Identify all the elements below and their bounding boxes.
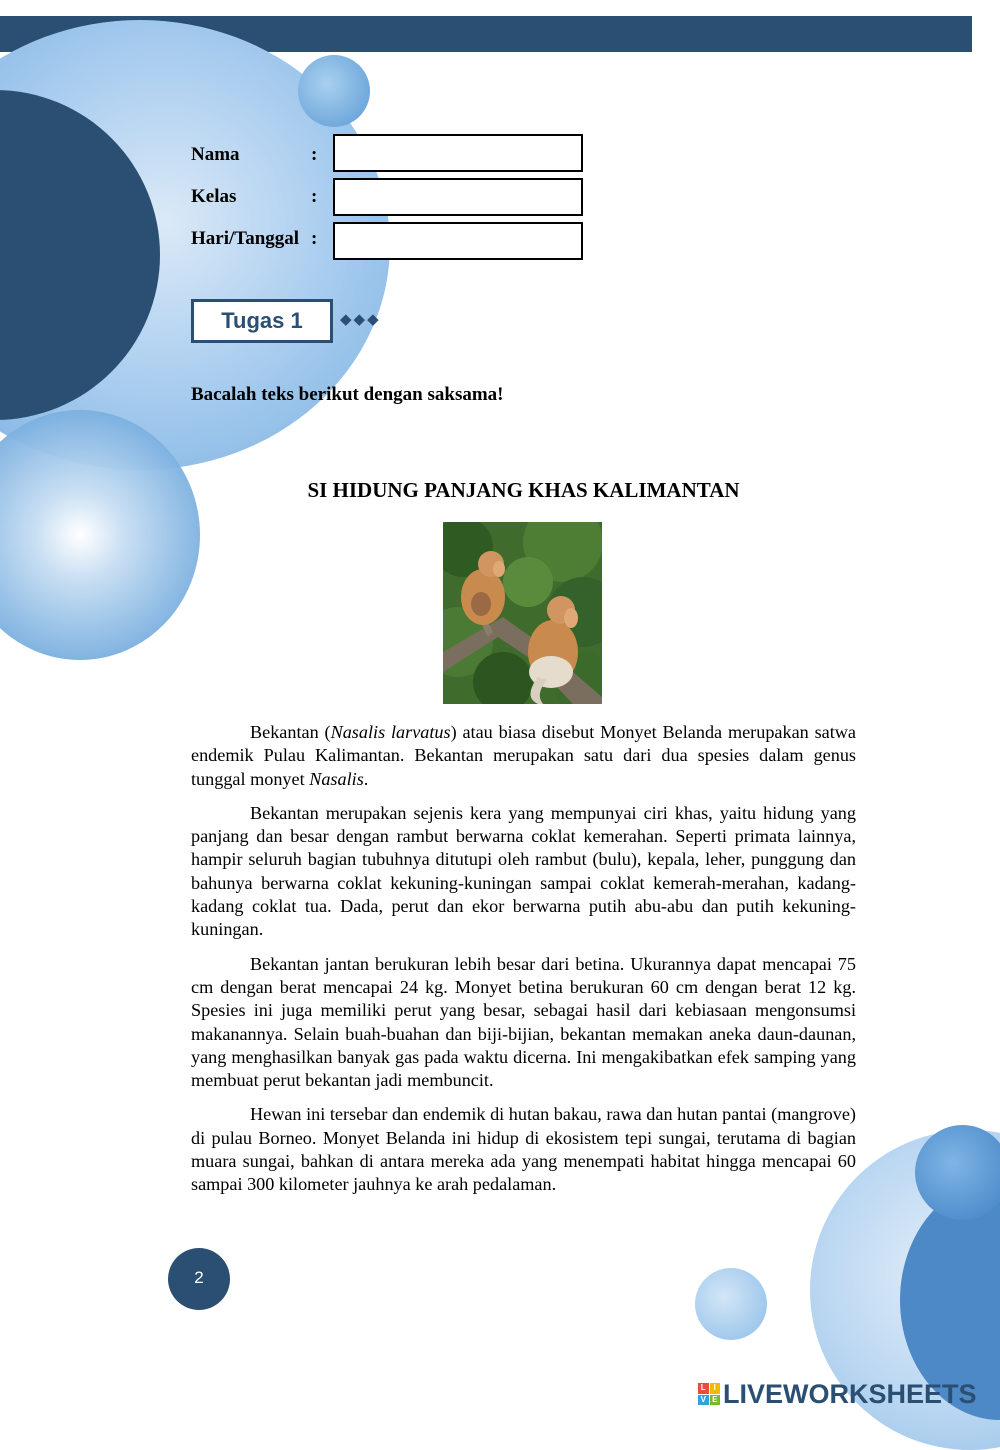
paragraph-1 (191, 721, 856, 791)
page-number: 2 (168, 1248, 230, 1310)
decor-circle-bottom-right-blue (915, 1125, 1000, 1220)
decor-circle-small (298, 55, 370, 127)
instruction-text: Bacalah teks berikut dengan saksama! (191, 384, 504, 405)
form-label-nama: Nama (191, 144, 240, 165)
paragraph-4: Hewan ini tersebar dan endemik di hutan bakau, rawa dan hutan pantai (mangrove) di pulau Borneo. Monyet Belanda ini hidup di ekosistem tepi sungai, terutama di bagian muara sungai, bahkan di antara mereka ada yang menempati habitat hingga mencapai 60 sampai 300 kilometer jauhnya ke arah pedalaman. (191, 1104, 856, 1195)
paragraph-2: Bekantan merupakan sejenis kera yang mempunyai ciri khas, yaitu hidung yang panjang dan besar dengan rambut berwarna coklat kemerahan. Seperti primata lainnya, hampir seluruh bagian tubuhnya ditutupi oleh rambut (bulu), kepala, leher, punggung dan bahunya berwarna coklat kekuning-kuningan sampai coklat kemerah-merahan, kadang-kadang coklat tua. Dada, perut dan ekor berwarna putih abu-abu dan putih kekuning-kuningan. (191, 802, 856, 940)
form-colon: : (311, 228, 318, 249)
liveworksheets-logo-icon (698, 1383, 720, 1405)
logo-letter: I (710, 1383, 721, 1394)
form-colon: : (311, 144, 318, 165)
article-title: SI HIDUNG PANJANG KHAS KALIMANTAN (307, 478, 740, 502)
logo-letter: V (698, 1395, 709, 1406)
paragraph-1-text: ) atau biasa disebut Monyet Belanda merupakan satwa endemik Pulau Kalimantan. Bekantan merupakan satu dari dua spesies dalam genus tunggal monyet (191, 722, 856, 789)
paragraph-1-text: . (363, 768, 369, 789)
diamond-decoration: ◆◆◆ (340, 310, 381, 328)
kelas-input[interactable] (333, 178, 583, 216)
proboscis-monkey-photo (443, 522, 602, 704)
form-label-tanggal: Hari/Tanggal (191, 228, 300, 249)
nama-input[interactable] (333, 134, 583, 172)
scientific-name: Nasalis larvatus (330, 722, 451, 742)
tanggal-input[interactable] (333, 222, 583, 260)
task-badge: Tugas 1 (191, 299, 333, 343)
liveworksheets-logo-text: LIVEWORKSHEETS (723, 1378, 977, 1409)
logo-letter: L (698, 1383, 709, 1394)
logo-letter: E (710, 1395, 721, 1406)
article-body (191, 721, 856, 1208)
genus-name: Nasalis (309, 768, 364, 789)
paragraph-3: Bekantan jantan berukuran lebih besar dari betina. Ukurannya dapat mencapai 75 cm dengan berat mencapai 24 kg. Monyet betina berukuran 60 cm dengan berat 12 kg. Spesies ini juga memiliki perut yang besar, sebagai hasil dari kebiasaan mengonsumsi makanannya. Selain buah-buahan dan biji-bijian, bekantan memakan aneka daun-daunan, yang menghasilkan banyak gas pada waktu dicerna. Ini mengakibatkan efek samping yang membuat perut bekantan jadi membuncit. (191, 953, 856, 1091)
paragraph-1-text: Bekantan ( (250, 722, 331, 742)
form-colon: : (311, 186, 318, 207)
form-label-kelas: Kelas (191, 186, 237, 207)
liveworksheets-logo (698, 1379, 977, 1409)
decor-circle-bottom-small (695, 1268, 767, 1340)
